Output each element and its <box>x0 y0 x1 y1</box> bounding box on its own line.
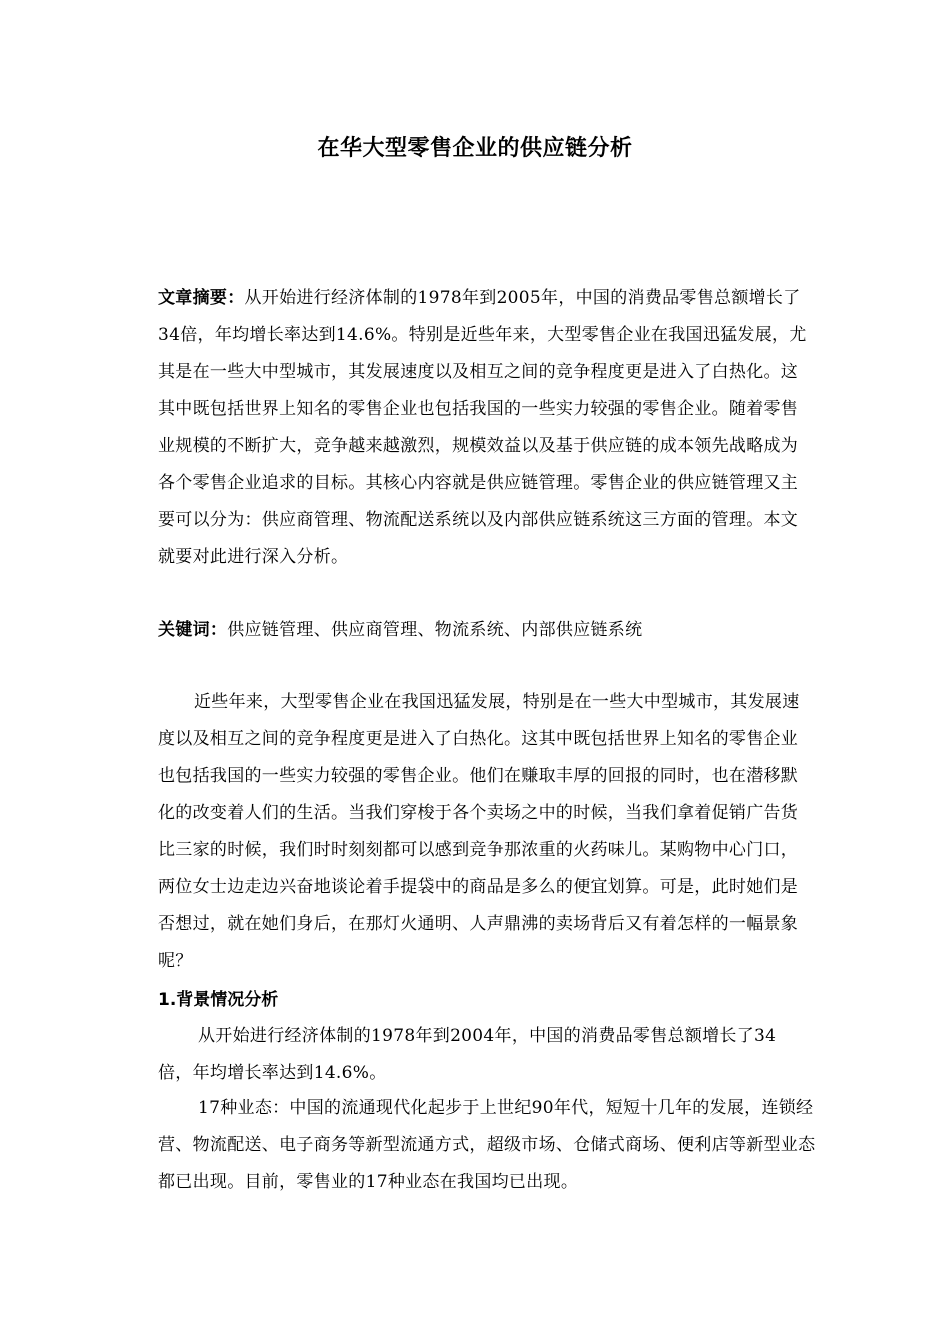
keywords-label: 关键词： <box>158 620 228 640</box>
keywords-paragraph <box>158 612 808 649</box>
section-heading: 1.背景情况分析 <box>158 990 279 1010</box>
section-paragraph: 17种业态：中国的流通现代化起步于上世纪90年代，短短十几年的发展，连锁经营、物流配送、电子商务等新型流通方式，超级市场、仓储式商场、便利店等新型业态都已出现。目前，零售业的17种业态在我国均已出现。 <box>158 1098 816 1192</box>
keywords-text: 供应链管理、供应商管理、物流系统、内部供应链系统 <box>227 620 643 640</box>
section-paragraph: 从开始进行经济体制的1978年到2004年，中国的消费品零售总额增长了34倍，年均增长率达到14.6%。 <box>158 1026 777 1083</box>
abstract-label: 文章摘要： <box>158 288 245 308</box>
document-title: 在华大型零售企业的供应链分析 <box>317 136 633 161</box>
abstract-text: 从开始进行经济体制的1978年到2005年，中国的消费品零售总额增长了34倍，年均增长率达到14.6%。特别是近些年来，大型零售企业在我国迅猛发展，尤其是在一些大中型城市，其发展速度以及相互之间的竞争程度更是进入了白热化。这其中既包括世界上知名的零售企业也包括我国的一些实力较强的零售企业。随着零售业规模的不断扩大，竞争越来越激烈，规模效益以及基于供应链的成本领先战略成为各个零售企业追求的目标。其核心内容就是供应链管理。零售企业的供应链管理又主要可以分为：供应商管理、物流配送系统以及内部供应链系统这三方面的管理。本文就要对此进行深入分析。 <box>158 288 807 567</box>
intro-paragraph: 近些年来，大型零售企业在我国迅猛发展，特别是在一些大中型城市，其发展速度以及相互之间的竞争程度更是进入了白热化。这其中既包括世界上知名的零售企业也包括我国的一些实力较强的零售企业。他们在赚取丰厚的回报的同时，也在潜移默化的改变着人们的生活。当我们穿梭于各个卖场之中的时候，当我们拿着促销广告货比三家的时候，我们时时刻刻都可以感到竞争那浓重的火药味儿。某购物中心门口，两位女士边走边兴奋地谈论着手提袋中的商品是多么的便宜划算。可是，此时她们是否想过，就在她们身后，在那灯火通明、人声鼎沸的卖场背后又有着怎样的一幅景象呢？ <box>158 692 800 971</box>
abstract-paragraph <box>158 280 808 576</box>
